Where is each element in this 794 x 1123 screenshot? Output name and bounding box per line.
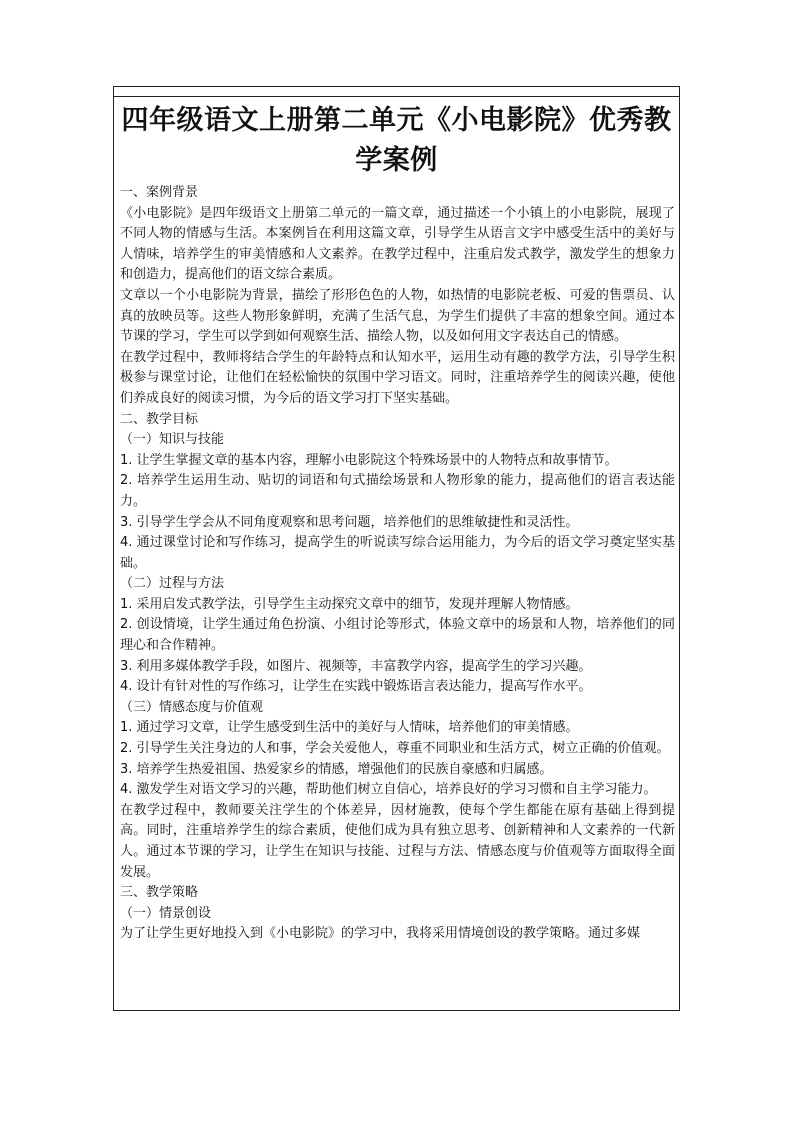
list-item: 1. 采用启发式教学法，引导学生主动探究文章中的细节，发现并理解人物情感。 — [120, 596, 579, 612]
list-item: 4. 设计有针对性的写作练习，让学生在实践中锻炼语言表达能力，提高写作水平。 — [120, 679, 592, 695]
section-heading: 三、教学策略 — [120, 885, 199, 901]
subsection-heading: （一）知识与技能 — [120, 432, 225, 448]
subsection-heading: （一）情景创设 — [120, 905, 212, 921]
list-item: 2. 培养学生运用生动、贴切的词语和句式描绘场景和人物形象的能力，提高他们的语言表达能力。 — [120, 473, 675, 509]
paragraph: 文章以一个小电影院为背景，描绘了形形色色的人物，如热情的电影院老板、可爱的售票员、认真的放映员等。这些人物形象鲜明，充满了生活气息，为学生们提供了丰富的想象空间。通过本节课的学习，学生可以学到如何观察生活、描绘人物，以及如何用文字表达自己的情感。 — [120, 287, 675, 345]
document-body — [120, 183, 675, 945]
list-item: 3. 利用多媒体教学手段，如图片、视频等，丰富教学内容，提高学生的学习兴趣。 — [120, 658, 592, 674]
list-item: 2. 创设情境，让学生通过角色扮演、小组讨论等形式，体验文章中的场景和人物，培养他们的同理心和合作精神。 — [120, 617, 675, 654]
list-item: 3. 引导学生学会从不同角度观察和思考问题，培养他们的思维敏捷性和灵活性。 — [120, 514, 579, 530]
subsection-heading: （三）情感态度与价值观 — [120, 699, 264, 715]
paragraph: 为了让学生更好地投入到《小电影院》的学习中，我将采用情境创设的教学策略。通过多媒 — [120, 926, 641, 942]
list-item: 1. 通过学习文章，让学生感受到生活中的美好与人情味，培养他们的审美情感。 — [120, 720, 579, 736]
list-item: 1. 让学生掌握文章的基本内容，理解小电影院这个特殊场景中的人物特点和故事情节。 — [120, 452, 618, 468]
list-item: 4. 通过课堂讨论和写作练习，提高学生的听说读写综合运用能力，为今后的语文学习奠定坚实基础。 — [120, 535, 675, 571]
section-heading: 一、案例背景 — [120, 185, 199, 200]
section-heading: 二、教学目标 — [120, 411, 199, 427]
subsection-heading: （二）过程与方法 — [120, 576, 225, 592]
document-title: 四年级语文上册第二单元《小电影院》优秀教学案例 — [121, 105, 672, 176]
list-item: 3. 培养学生热爱祖国、热爱家乡的情感，增强他们的民族自豪感和归属感。 — [120, 761, 553, 777]
list-item: 4. 激发学生对语文学习的兴趣，帮助他们树立自信心，培养良好的学习习惯和自主学习能力。 — [120, 782, 657, 798]
list-item: 2. 引导学生关注身边的人和事，学会关爱他人，尊重不同职业和生活方式，树立正确的价值观。 — [120, 741, 670, 757]
table-top-rule — [114, 96, 679, 97]
paragraph: 在教学过程中，教师要关注学生的个体差异，因材施教，使每个学生都能在原有基础上得到提高。同时，注重培养学生的综合素质，使他们成为具有独立思考、创新精神和人文素养的一代新人。通过本节课的学习，让学生在知识与技能、过程与方法、情感态度与价值观等方面取得全面发展。 — [120, 802, 675, 880]
paragraph: 《小电影院》是四年级语文上册第二单元的一篇文章，通过描述一个小镇上的小电影院，展现了不同人物的情感与生活。本案例旨在利用这篇文章，引导学生从语言文字中感受生活中的美好与人情味，培养学生的审美情感和人文素养。在教学过程中，注重启发式教学，激发学生的想象力和创造力，提高他们的语文综合素质。 — [120, 205, 675, 283]
document-frame — [113, 86, 680, 1011]
paragraph: 在教学过程中，教师将结合学生的年龄特点和认知水平，运用生动有趣的教学方法，引导学生积极参与课堂讨论，让他们在轻松愉快的氛围中学习语文。同时，注重培养学生的阅读兴趣，使他们养成良好的阅读习惯，为今后的语文学习打下坚实基础。 — [120, 349, 675, 406]
